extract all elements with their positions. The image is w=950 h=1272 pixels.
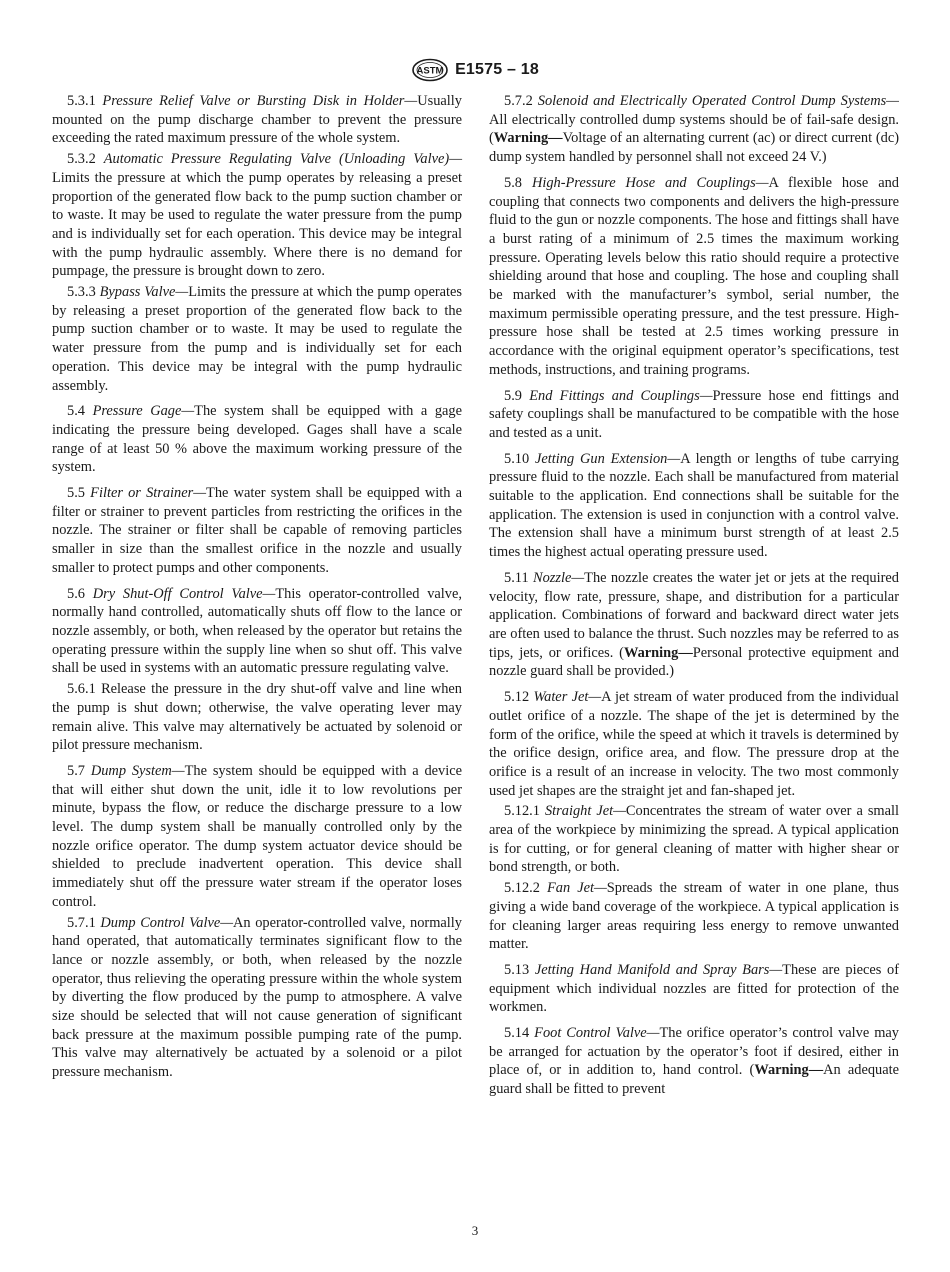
- astm-logo-icon: [411, 58, 449, 82]
- clause-5-12-1: 5.12.1 Straight Jet—Concentrates the stream of water over a small area of the workpiece by minimizing the spread. A typical application is for cutting, or for general cleaning of matter with higher shear or bond strength, or both.: [489, 803, 899, 876]
- logo-text: ASTM: [416, 65, 444, 77]
- clause-5-12: 5.12 Water Jet—A jet stream of water produced from the individual outlet orifice of a nozzle. The shape of the jet is determined by the form of the orifice, while the speed at which it travels is determined by the orifice design, orifice area, and flow. The pressure drop at the orifice is a result of an increase in velocity. The two most commonly used jet shapes are the straight jet and fan-shaped jet.: [489, 689, 899, 799]
- clause-5-13: 5.13 Jetting Hand Manifold and Spray Bars—These are pieces of equipment which individual nozzles are fitted for protection of the workmen.: [489, 961, 899, 1016]
- clause-5-7-2: 5.7.2 Solenoid and Electrically Operated Control Dump Systems—All electrically controlled dump systems should be of fail-safe design. (Warning—Voltage of an alternating current (ac) or direct current (dc) dump system handled by personnel shall not exceed 24 V.): [489, 93, 899, 166]
- page-header: [0, 58, 950, 82]
- clause-5-9: 5.9 End Fittings and Couplings—Pressure hose end fittings and safety couplings shall be manufactured to be compatible with the hose and tested as a unit.: [489, 387, 899, 441]
- clause-5-8: 5.8 High-Pressure Hose and Couplings—A flexible hose and coupling that connects two components and delivers the high-pressure fluid to the gun or nozzle components. The hose and fittings shall have a burst rating of a minimum of 2.5 times the maximum working pressure. Operating levels below this ratio should require a protective shielding around that hose and coupling. The hose and coupling shall be marked with the manufacturer’s symbol, serial number, the maximum permissible operating pressure, and the test pressure. High-pressure hose shall be tested at 2.5 times working pressure in accordance with the original equipment operator’s specifications, test methods, instructions, and training programs.: [489, 174, 899, 378]
- warning-label: Warning—: [623, 644, 693, 661]
- clause-5-6-1: 5.6.1 Release the pressure in the dry shut-off valve and line when the pump is shut down; otherwise, the valve operating lever may remain alive. This valve may alternatively be actuated by solenoid or pilot pressure mechanism.: [52, 681, 462, 754]
- clause-5-14: 5.14 Foot Control Valve—The orifice operator’s control valve may be arranged for actuation by the operator’s foot if desired, either in place of, or in addition to, hand control. (Warning—An adequate guard shall be fitted to prevent: [489, 1025, 899, 1098]
- clause-5-7-1: 5.7.1 Dump Control Valve—An operator-controlled valve, normally hand operated, that automatically terminates significant flow to the lance or nozzle assembly, or both, when released by the nozzle operator, thus relieving the operating pressure within the whole system by diverting the flow produced by the pump to atmosphere. A valve size should be selected that will not cause generation of significant back pressure at the maximum possible pumping rate of the pump. This valve may alternatively be actuated by a solenoid or a pilot pressure mechanism.: [52, 914, 462, 1081]
- clause-5-5: 5.5 Filter or Strainer—The water system shall be equipped with a filter or strainer to prevent particles from restricting the orifices in the nozzle. The strainer or filter shall be capable of removing particles smaller in size than the smallest orifice in the nozzle and usually smaller to protect pumps and other components.: [52, 485, 462, 576]
- right-column: [489, 92, 899, 1099]
- clause-5-3-2: 5.3.2 Automatic Pressure Regulating Valve (Unloading Valve)—Limits the pressure at which the pump operates by releasing a preset proportion of the generated flow back to the pump suction chamber or to waste. It may be used to regulate the water pressure from the pump and is individually set for each operation. This device may be integral with the pump hydraulic assembly. Where there is no demand for pumpage, the pressure is brought down to zero.: [52, 151, 462, 280]
- warning-label: Warning—: [754, 1062, 824, 1079]
- standard-designation: E1575 – 18: [455, 61, 539, 78]
- clause-5-3-3: 5.3.3 Bypass Valve—Limits the pressure at which the pump operates by releasing a preset proportion of the generated flow back to the pump suction chamber or to waste. It may be used to regulate the water pressure from the pump and is individually set for each operation. This device may be integral with the pump hydraulic assembly.: [52, 284, 462, 394]
- clause-5-7: 5.7 Dump System—The system should be equipped with a device that will either shut down the unit, idle it to low revolutions per minute, bypass the flow, or reduce the discharge pressure to a low level. The dump system shall be manually controlled only by the nozzle orifice operator. The dump system actuator device should be shielded to preclude inadvertent operation. This device shall immediately shut off the pressure water stream if the operator loses control.: [52, 762, 463, 910]
- clause-5-11: 5.11 Nozzle—The nozzle creates the water jet or jets at the required velocity, flow rate, pressure, shape, and distribution for a particular application. Combinations of forward and backward direct water jets are often used to balance the thrust. Such nozzles may be referred to as tips, jets, or orifices. (Warning—Personal protective equipment and nozzle guard shall be provided.): [489, 569, 899, 680]
- warning-label: Warning—: [493, 130, 563, 147]
- clause-5-3-1: 5.3.1 Pressure Relief Valve or Bursting Disk in Holder—Usually mounted on the pump discharge chamber to prevent the pressure exceeding the rated maximum pressure of the whole system.: [52, 93, 462, 147]
- clause-5-6: 5.6 Dry Shut-Off Control Valve—This operator-controlled valve, normally hand controlled, automatically shuts off flow to the lance or nozzle assembly, or both, when released by the operator but retains the operating pressure within the supply line when so shut off. This valve shall be used in systems with an automatic pressure regulating valve.: [52, 585, 462, 677]
- clause-5-10: 5.10 Jetting Gun Extension—A length or lengths of tube carrying pressure fluid to the nozzle. Each shall be manufactured from material suitable to the application. End connections shall be suitable for the application. The extension is used in conjunction with a control valve. The extension shall have a minimum burst strength of at least 2.5 times the highest actual operating pressure used.: [489, 450, 900, 561]
- page-number: 3: [471, 1223, 479, 1238]
- left-column: [52, 92, 462, 1082]
- clause-5-4: 5.4 Pressure Gage—The system shall be equipped with a gage indicating the pressure being developed. Gages shall have a scale range of at least 50 % above the maximum working pressure of the system.: [52, 403, 462, 476]
- clause-5-12-2: 5.12.2 Fan Jet—Spreads the stream of water in one plane, thus giving a wide band coverage of the workpiece. A typical application is for cleaning larger areas requiring less energy to remove unwanted matter.: [489, 880, 899, 953]
